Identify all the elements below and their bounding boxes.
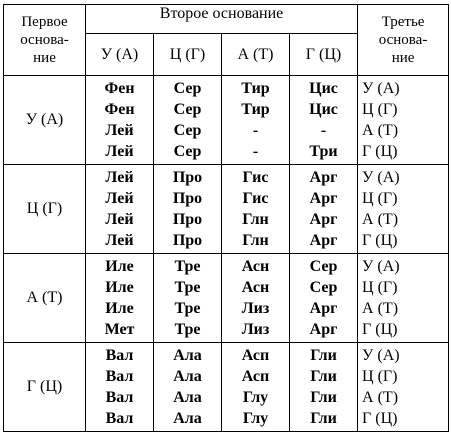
amino-acid-column [222, 343, 290, 432]
amino-acid: Мет [104, 321, 135, 338]
amino-acid-column [86, 343, 154, 432]
amino-acid: Про [172, 169, 203, 186]
third-base: А (Т) [362, 122, 399, 139]
amino-acid: Гли [310, 410, 337, 427]
amino-acid: Асн [241, 279, 270, 296]
amino-acid: Про [172, 232, 203, 249]
amino-acid: Ала [173, 389, 202, 406]
first-base-cell: Г (Ц) [4, 343, 86, 432]
header-second-base-1: Ц (Г) [154, 34, 222, 76]
amino-acid: Лей [105, 122, 134, 139]
header-first-base [4, 5, 86, 76]
amino-acid: Про [172, 211, 203, 228]
amino-acid: Иле [105, 300, 134, 317]
amino-acid: Асп [241, 368, 270, 385]
third-base: Г (Ц) [362, 321, 398, 338]
amino-acid: Иле [105, 258, 134, 275]
header-first-base-line1: Первое [21, 14, 68, 30]
amino-acid: Три [309, 143, 338, 160]
amino-acid: Фен [104, 80, 135, 97]
header-second-base-0: У (А) [86, 34, 154, 76]
header-first-base-line3: ние [33, 50, 56, 66]
third-base: А (Т) [362, 300, 399, 317]
amino-acid: Тре [174, 258, 201, 275]
amino-acid: Гли [310, 347, 337, 364]
amino-acid: Сер [173, 122, 202, 139]
amino-acid: - [252, 122, 259, 139]
amino-acid-column [154, 343, 222, 432]
third-base: У (А) [362, 258, 400, 275]
amino-acid: Глу [242, 410, 269, 427]
amino-acid: Глу [242, 389, 269, 406]
amino-acid: Вал [105, 347, 134, 364]
amino-acid: Вал [105, 368, 134, 385]
amino-acid: Цис [309, 80, 338, 97]
amino-acid: Лей [105, 169, 134, 186]
amino-acid: Лиз [241, 321, 270, 338]
amino-acid: Ала [173, 368, 202, 385]
amino-acid: Асн [241, 258, 270, 275]
third-base: У (А) [362, 80, 400, 97]
amino-acid: Гис [242, 169, 269, 186]
third-base-cell [358, 254, 449, 343]
amino-acid-column [154, 254, 222, 343]
amino-acid-column [222, 254, 290, 343]
amino-acid-column [154, 76, 222, 165]
amino-acid: Лей [105, 232, 134, 249]
amino-acid: Вал [105, 410, 134, 427]
third-base-cell [358, 165, 449, 254]
amino-acid: Арг [309, 169, 338, 186]
third-base: У (А) [362, 347, 400, 364]
third-base: Ц (Г) [362, 279, 398, 296]
header-third-base [358, 5, 449, 76]
amino-acid: - [252, 143, 259, 160]
amino-acid-column [154, 165, 222, 254]
genetic-code-table [3, 4, 449, 432]
third-base: Г (Ц) [362, 232, 398, 249]
amino-acid: Фен [104, 101, 135, 118]
amino-acid: Вал [105, 389, 134, 406]
amino-acid: Лей [105, 190, 134, 207]
amino-acid: Арг [309, 190, 338, 207]
header-third-base-line2: основа- [378, 32, 428, 48]
third-base: Г (Ц) [362, 410, 398, 427]
third-base: Ц (Г) [362, 368, 398, 385]
third-base-cell [358, 343, 449, 432]
first-base-cell: Ц (Г) [4, 165, 86, 254]
header-second-base-3: Г (Ц) [290, 34, 358, 76]
amino-acid: Иле [105, 279, 134, 296]
header-second-base-2: А (Т) [222, 34, 290, 76]
header-third-base-line1: Третье [381, 14, 425, 30]
amino-acid-column [290, 76, 358, 165]
first-base-cell: А (Т) [4, 254, 86, 343]
header-third-base-line3: ние [391, 50, 415, 66]
amino-acid-column [86, 76, 154, 165]
amino-acid: Арг [309, 211, 338, 228]
table-body [4, 76, 449, 432]
amino-acid: Ала [173, 347, 202, 364]
amino-acid: Арг [309, 321, 338, 338]
group-row [4, 165, 449, 254]
amino-acid: Асп [241, 347, 270, 364]
amino-acid: Сер [173, 143, 202, 160]
amino-acid: Гли [310, 389, 337, 406]
amino-acid-column [86, 254, 154, 343]
amino-acid: Лиз [241, 300, 270, 317]
amino-acid: Тре [174, 321, 201, 338]
amino-acid: Гис [242, 190, 269, 207]
amino-acid: Лей [105, 143, 134, 160]
amino-acid-column [290, 165, 358, 254]
amino-acid: Тир [241, 101, 270, 118]
first-base-cell: У (А) [4, 76, 86, 165]
amino-acid: Про [172, 190, 203, 207]
amino-acid: Тре [174, 300, 201, 317]
header-second-base: Второе основание [86, 5, 358, 34]
amino-acid: Арг [309, 300, 338, 317]
third-base: Г (Ц) [362, 143, 398, 160]
group-row [4, 343, 449, 432]
third-base: Ц (Г) [362, 101, 398, 118]
third-base: У (А) [362, 169, 400, 186]
group-row [4, 76, 449, 165]
third-base: Ц (Г) [362, 190, 398, 207]
amino-acid: Ала [173, 410, 202, 427]
amino-acid-column [290, 254, 358, 343]
third-base-cell [358, 76, 449, 165]
amino-acid: Цис [309, 101, 338, 118]
amino-acid: Лей [105, 211, 134, 228]
amino-acid: Сер [173, 101, 202, 118]
amino-acid-column [222, 76, 290, 165]
amino-acid: Сер [173, 80, 202, 97]
amino-acid-column [290, 343, 358, 432]
amino-acid: Глн [242, 232, 269, 249]
amino-acid-column [86, 165, 154, 254]
amino-acid: Тир [241, 80, 270, 97]
amino-acid: Тре [174, 279, 201, 296]
amino-acid: Арг [309, 232, 338, 249]
group-row [4, 254, 449, 343]
amino-acid: Сер [309, 279, 338, 296]
amino-acid: Глн [242, 211, 269, 228]
third-base: А (Т) [362, 211, 399, 228]
third-base: А (Т) [362, 389, 399, 406]
amino-acid: Сер [309, 258, 338, 275]
amino-acid: - [320, 122, 327, 139]
amino-acid-column [222, 165, 290, 254]
amino-acid: Гли [310, 368, 337, 385]
header-first-base-line2: основа- [20, 32, 69, 48]
